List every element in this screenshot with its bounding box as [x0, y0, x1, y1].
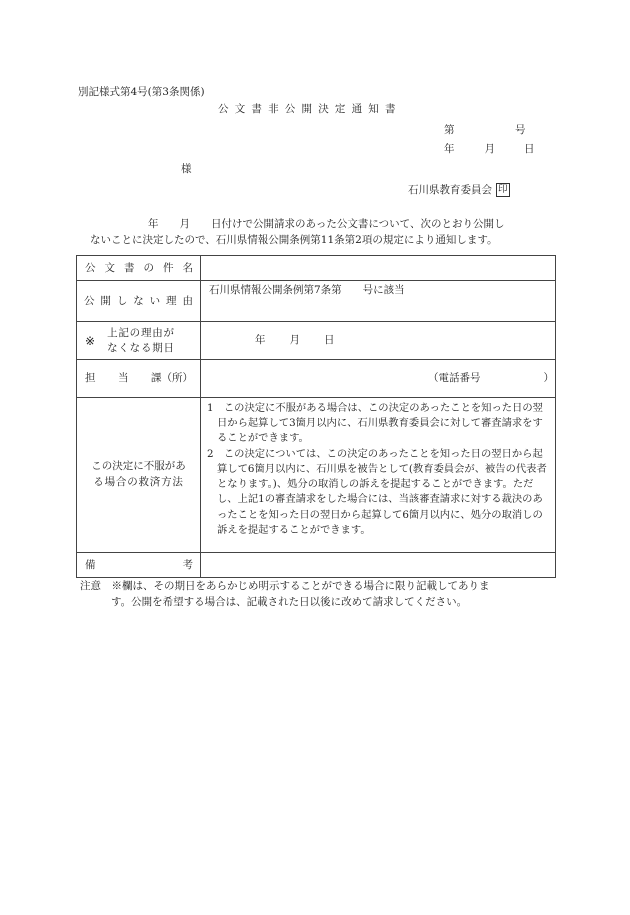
- row-remarks: [77, 553, 556, 578]
- label-department: [77, 360, 201, 398]
- label-char: 書: [124, 261, 135, 274]
- label-char: 担: [85, 372, 96, 385]
- sender-block: [408, 183, 510, 197]
- label-char: 名: [182, 261, 193, 274]
- intro-line-2: ないことに決定したので、石川県情報公開条例第11条第2項の規定により通知します。: [90, 234, 498, 247]
- label-expiry-line-2: なくなる期日: [107, 341, 175, 354]
- recipient-suffix: 様: [181, 163, 192, 175]
- row-reason: [77, 281, 556, 322]
- date-day: 日: [524, 143, 535, 155]
- label-remarks: [77, 553, 201, 578]
- sender-name: 石川県教育委員会: [408, 184, 492, 197]
- date-year: 年: [444, 143, 455, 155]
- issue-date: [444, 144, 535, 155]
- seal-mark: 印: [496, 183, 510, 197]
- label-reason: [77, 281, 201, 322]
- label-char: の: [143, 261, 154, 274]
- label-document-name: [77, 256, 201, 281]
- expiry-month: 月: [289, 334, 300, 347]
- label-remedy-line-2: る場合の救済方法: [93, 476, 184, 488]
- note-text: [80, 578, 558, 611]
- row-expiry: [77, 322, 556, 360]
- label-char: 理: [166, 294, 177, 307]
- form-label: 別記様式第4号(第3条関係): [78, 86, 205, 98]
- label-char: 開: [100, 294, 111, 307]
- label-char: し: [116, 294, 128, 307]
- label-char: 文: [104, 261, 115, 274]
- document-title: 公文書非公開決定通知書: [218, 103, 402, 115]
- row-document-name: [77, 256, 556, 281]
- number-suffix: 号: [515, 124, 526, 136]
- label-char: 備: [85, 558, 96, 571]
- note-line-2: す。公開を希望する場合は、記載された日以後に改めて請求してください。: [111, 596, 468, 609]
- label-char: 当: [118, 372, 129, 385]
- row-department: [77, 360, 556, 398]
- notice-table: [76, 255, 556, 578]
- label-char: 公: [84, 294, 95, 307]
- label-char: 件: [163, 261, 174, 274]
- label-char: 公: [85, 261, 96, 274]
- value-expiry: [201, 322, 556, 360]
- label-char: 由: [182, 294, 193, 307]
- number-prefix: 第: [444, 124, 455, 136]
- value-document-name: [201, 256, 556, 281]
- remedy-item-2: 2 この決定については、この決定のあったことを知った日の翌日から起算して6箇月以内に、石川県を被告として(教育委員会が、被告の代表者となります。)、処分の取消しの訴えを提起することができます。ただし、上記1の審査請求をした場合には、当該審査請求に対する裁決のあったことを知った日の翌日から起算して6箇月以内に、処分の取消しの訴えを提起することができます。: [207, 447, 547, 536]
- label-remedy-line-1: この決定に不服があ: [91, 460, 186, 473]
- note-line-1: 注意 ※欄は、その期日をあらかじめ明示することができる場合に限り記載してありま: [80, 580, 490, 592]
- intro-line-1: 年 月 日付けで公開請求のあった公文書について、次のとおり公開し: [148, 218, 505, 230]
- row-remedy: [77, 398, 556, 553]
- label-char: 課（所）: [151, 372, 193, 385]
- expiry-day: 日: [324, 334, 335, 347]
- label-expiry-line-1: 上記の理由が: [107, 327, 175, 340]
- label-char: い: [149, 294, 161, 307]
- value-remedy: [201, 398, 556, 553]
- intro-text: [76, 216, 556, 249]
- value-phone: （電話番号 ）: [201, 360, 556, 398]
- date-month: 月: [484, 143, 495, 155]
- value-reason: 石川県情報公開条例第7条第 号に該当: [201, 281, 556, 322]
- label-remedy: [77, 398, 201, 553]
- value-remarks: [201, 553, 556, 578]
- remedy-item-1: 1 この決定に不服がある場合は、この決定のあったことを知った日の翌日から起算して3箇月以内に、石川県教育委員会に対して審査請求をすることができます。: [207, 402, 543, 445]
- label-expiry: [77, 322, 201, 360]
- label-char: な: [133, 294, 144, 307]
- asterisk-mark: ※: [85, 333, 96, 348]
- expiry-year: 年: [255, 334, 266, 347]
- label-char: 考: [182, 558, 193, 571]
